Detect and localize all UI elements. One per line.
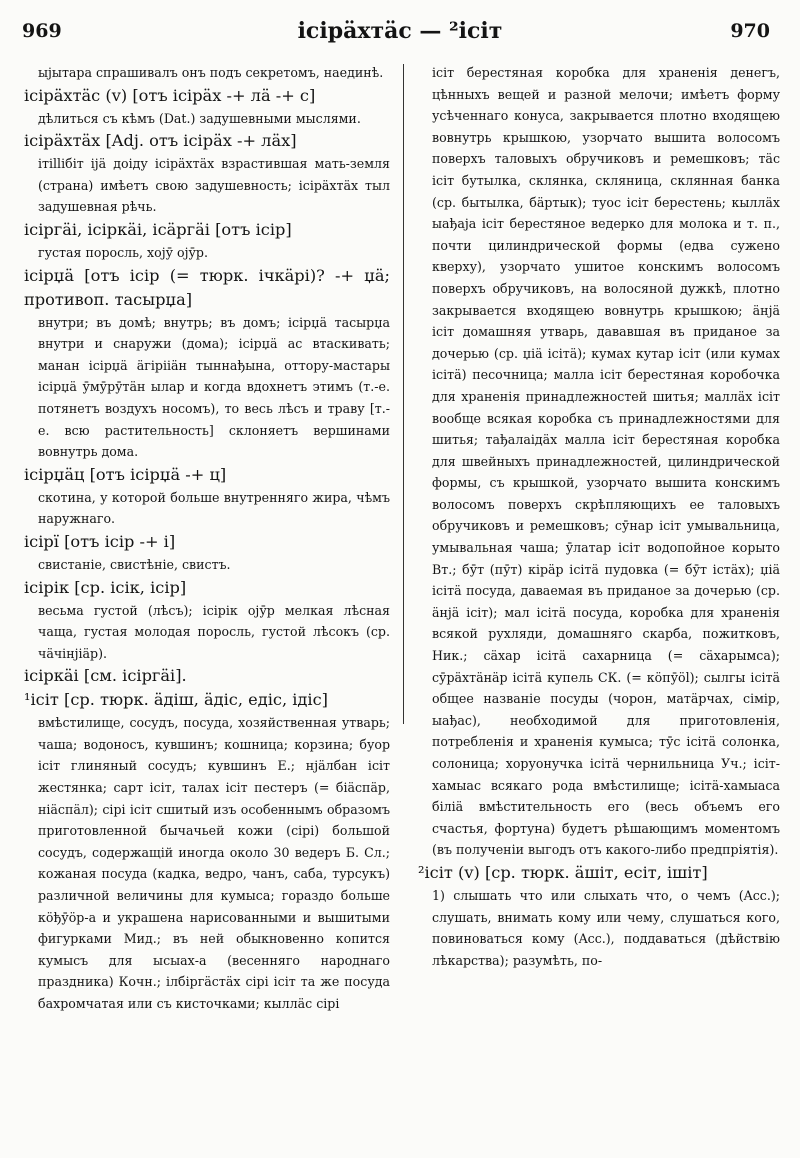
headword: ісіргäі, ісіркäі, ісäргäі bbox=[24, 219, 210, 239]
etymology: (v) [отъ ісірäх -+ лä -+ с] bbox=[100, 85, 316, 105]
headword: ісірäхтäс bbox=[24, 85, 101, 105]
definition: вмѣстилище, сосудъ, посуда, хозяйственная утварь; чаша; водоносъ, кувшинъ; кошница; корзина; буор ісіт глиняный сосудъ; кувшинъ Е.; нјäлбан ісіт жестянка; сарт ісіт, талах ісіт пестеръ (= біäспäр, ніäспäл); сірі ісіт сшитый изъ особеннымъ образомъ приготовленной бычачьей кожи (сірі) большой сосудъ, содержащій иногда около 30 ведеръ Б. Сл.; кожаная посуда (кадка, ведро, чанъ, саба, турсукъ) различной величины для кумыса; гораздо больше кöђӯӧр-а и украшена нарисованными и вышитыми фигурками Мид.; въ ней обыкновенно копится кумысъ для ысыах-а (весенняго народнаго праздника) Кочн.; ілбіргäстäх сірі ісіт та же посуда бахромчатая или съ кисточками; кыллäс сірі bbox=[38, 715, 390, 1011]
entry-headline bbox=[24, 218, 390, 242]
definition: ыјытара спрашивалъ онъ подъ секретомъ, наединѣ. bbox=[38, 65, 384, 80]
headword: ісіркäі bbox=[24, 666, 79, 686]
headword: ²ісіт bbox=[418, 862, 453, 882]
column-divider bbox=[403, 64, 404, 724]
dictionary-entry bbox=[24, 664, 390, 688]
etymology: (v) [ср. тюрк. äшіт, есіт, ішіт] bbox=[452, 862, 708, 882]
running-title: ісірäхтäс — ²ісіт bbox=[297, 18, 503, 44]
definition: скотина, у которой больше внутренняго жира, чѣмъ наружнаго. bbox=[38, 489, 390, 527]
headword: ісірік bbox=[24, 577, 70, 597]
definition: весьма густой (лѣсъ); ісірік ојӯр мелкая лѣсная чаща, густая молодая поросль, густой лѣсокъ (ср. чäчінјіäр). bbox=[38, 602, 390, 661]
dictionary-entry bbox=[418, 861, 780, 971]
right-column bbox=[418, 62, 780, 1152]
entry-headline bbox=[24, 463, 390, 487]
etymology: [отъ ісір (= тюрк. ічкäрі)? -+ џä; противоп. тасырџа] bbox=[24, 265, 390, 309]
dictionary-entry bbox=[24, 218, 390, 264]
entry-headline bbox=[24, 688, 390, 712]
etymology: [отъ ісірџä -+ ц] bbox=[84, 464, 227, 484]
entry-headline bbox=[24, 129, 390, 153]
page-number-left: 969 bbox=[22, 20, 62, 42]
entry-headline bbox=[24, 664, 390, 688]
dictionary-entry bbox=[24, 84, 390, 130]
entry-headline bbox=[418, 861, 780, 885]
entry-headline bbox=[24, 530, 390, 554]
definition: ітіllібіт іјä доіду ісірäхтäх взрастившая мать-земля (страна) имѣетъ свою задушевность; ісірäхтäх тыл задушевная рѣчь. bbox=[38, 156, 390, 215]
etymology: [см. ісіргäі]. bbox=[78, 666, 187, 686]
page-number-right: 970 bbox=[730, 20, 770, 42]
dictionary-entry bbox=[24, 688, 390, 1014]
definition: внутри; въ домѣ; внутрь; въ домъ; ісірџä тасырџа внутри и снаружи (дома); ісірџä ас втаскивать; манан ісірџä äгірііäн тыннађына, оттору-мастары ісірџä ӯмӯрӯтäн ылар и когда вдохнетъ этимъ (т.-е. потянетъ воздухъ носомъ), то весь лѣсъ и траву [т.-е. всю растительность] склоняетъ вершинами вовнутрь дома. bbox=[38, 314, 390, 460]
etymology: [Adj. отъ ісірäх -+ лäх] bbox=[100, 131, 297, 151]
etymology: [отъ ісір -+ і] bbox=[58, 531, 176, 551]
definition: свистаніе, свистѣніе, свистъ. bbox=[38, 556, 231, 572]
definition: 1) слышать что или слыхать что, о чемъ (Acc.); слушать, внимать кому или чему, слушаться кого, повиноваться кому (Acc.), поддаваться (дѣйствію лѣкарства); разумѣть, по- bbox=[432, 887, 780, 968]
definition: ісіт берестяная коробка для храненія денегъ, цѣнныхъ вещей и разной мелочи; имѣетъ форму усѣченнаго конуса, закрывается плотно входящею вовнутрь крышкою, узорчато вышита волосомъ поверхъ таловыхъ обручиковъ и ремешковъ; тäс ісіт бутылка, склянка, скляница, склянная банка (ср. бытылка, бäртык); туос ісіт берестень; кыллäх ыађаја ісіт берестяное ведерко для молока и т. п., почти цилиндрической формы (едва сужено кверху), узорчато ушитое конскимъ волосомъ поверхъ обручиковъ, на волосяной дужкѣ, плотно закрывается входящею вовнутрь крышкою; äнјä ісіт домашняя утварь, дававшая въ приданое за дочерью (ср. џіä ісітä); кумах кутар ісіт (или кумах ісітä) песочница; малла ісіт берестяная коробочка для храненія принадлежностей шитья; маллäх ісіт вообще всякая коробка съ принадлежностями для шитья; тађалаідäх малла ісіт берестяная коробка для швейныхъ принадлежностей, цилиндрической формы, съ крышкой, узорчато вышита конскимъ волосомъ поверхъ скрѣпляющихъ ее таловыхъ обручиковъ и ремешковъ; сӯнар ісіт умывальница, умывальная чаша; ӯлатар ісіт водопойное корыто Вт.; бӯт (пӯт) кірäр ісітä пудовка (= бӯт істäх); џіä ісітä посуда, даваемая въ приданое за дочерью (ср. äнјä ісіт); мал ісітä посуда, коробка для храненія всякой рухляди, домашняго скарба, пожитковъ, Ник.; сäхар ісітä сахарница (= сäхарымса); сӯрäхтäнäр ісітä купель СК. (= кöпӯöl); сылгы ісітä общее названіе посуды (чорон, матäрчах, сімір, ыађас), необходимой для приготовленія, потребленія и храненія кумыса; тӯс ісітä солонка, солоница; хоруонучка ісітä чернильница Уч.; ісіт-хамыас всякаго рода вмѣстилище; ісітä-хамыаса біліä вмѣстительность его (весь объемъ его счастья, фортуна) будетъ рѣшающимъ моментомъ (въ полученіи выгодъ отъ какого-либо предпріятія). bbox=[432, 65, 780, 858]
etymology: [ср. тюрк. äдіш, äдіс, едіс, ідіс] bbox=[58, 690, 328, 710]
page-header bbox=[0, 10, 800, 44]
headword: ісірџäц bbox=[24, 464, 85, 484]
headword: ісірäхтäх bbox=[24, 131, 101, 151]
definition: густая поросль, хојӯ ојӯр. bbox=[38, 244, 208, 260]
dictionary-entry bbox=[24, 463, 390, 530]
entry-headline bbox=[24, 84, 390, 108]
dictionary-entry bbox=[418, 62, 780, 861]
headword: ¹ісіт bbox=[24, 690, 59, 710]
entry-headline bbox=[24, 264, 390, 312]
dictionary-entry bbox=[24, 576, 390, 665]
etymology: [отъ ісір] bbox=[209, 219, 292, 239]
headword: ісірџä bbox=[24, 265, 75, 285]
dictionary-entry bbox=[24, 264, 390, 463]
dictionary-entry bbox=[24, 62, 390, 84]
entry-headline bbox=[24, 576, 390, 600]
dictionary-entry bbox=[24, 129, 390, 218]
etymology: [ср. ісік, ісір] bbox=[69, 577, 187, 597]
dictionary-entry bbox=[24, 530, 390, 576]
definition: дѣлиться съ кѣмъ (Dat.) задушевными мыслями. bbox=[38, 110, 361, 126]
left-column bbox=[24, 62, 390, 1152]
headword: ісірї bbox=[24, 531, 59, 551]
